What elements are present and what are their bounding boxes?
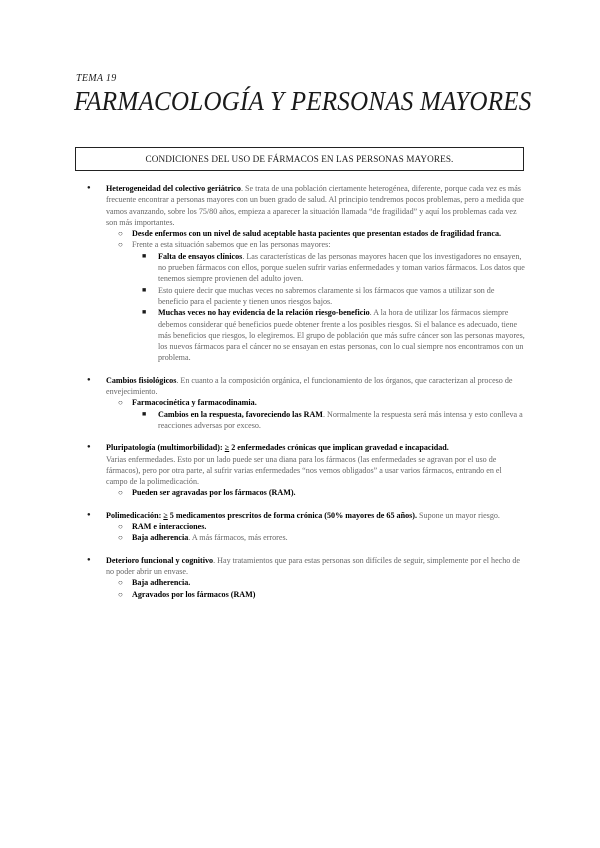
sub-sub-item-text: . Las características de las personas mayores hacen que los investigadores no ensayen, no prueben fármacos con ellos, porque suelen sufrir varias enfermedades y toman varios fármacos. Los datos que tenemos siempre provienen del adulto joven. [158,251,525,284]
sub-item-title: Baja adherencia [132,533,189,543]
sub-item [106,577,525,588]
sub-item [106,239,525,363]
sub-sub-item-title: Muchas veces no hay evidencia de la relación riesgo-beneficio [158,308,370,318]
topic-number: TEMA 19 [76,73,117,84]
sub-sub-item-text: Esto quiere decir que muchas veces no sabremos claramente si los fármacos que vamos a utilizar son de beneficio para el paciente y tienen unos riesgos bajos. [158,285,495,306]
sub-sub-item-title: Falta de ensayos clínicos [158,251,243,261]
document-body [75,183,525,600]
sub-list [106,521,525,544]
list-item-polimedicacion [75,510,525,544]
sub-item [106,228,525,239]
sub-item-text: Farmacocinética y farmacodinamia. [132,398,257,408]
list-item-cambios [75,375,525,431]
sub-sub-item-text: . Normalmente la respuesta será más intensa y esto conlleva a reacciones adversas por exceso. [158,409,523,430]
greater-equal-sign: ≥ [163,510,168,520]
item-title-rest: 2 enfermedades crónicas que implican gravedad e incapacidad. [229,443,449,453]
sub-item-text: Agravados por los fármacos (RAM) [132,589,256,599]
item-title: Polimedicación: [106,510,164,520]
greater-equal-sign: ≥ [224,443,230,453]
page-title: FARMACOLOGÍA Y PERSONAS MAYORES [74,86,532,116]
item-title: Pluripatología (multimorbilidad): [106,443,225,453]
sub-sub-item [132,307,525,363]
sub-item-text: RAM e interacciones. [132,522,207,532]
list-item-heterogeneidad [75,183,525,364]
list-item-deterioro [75,555,525,600]
item-title: Cambios fisiológicos [106,375,177,385]
sub-list [106,397,525,431]
sub-item-text: . A más fármacos, más errores. [188,533,288,543]
item-title-rest: 5 medicamentos prescritos de forma crónica (50% mayores de 65 años). [167,510,417,520]
sub-item [106,532,525,543]
main-list [75,183,525,600]
sub-item [106,487,525,498]
item-title: Heterogeneidad del colectivo geriátrico [106,184,241,193]
item-text: . Hay tratamientos que para estas personas son difíciles de seguir, simplemente por el hecho de no poder abrir un envase. [106,555,521,576]
sub-list [106,577,525,600]
section-title: CONDICIONES DEL USO DE FÁRMACOS EN LAS PERSONAS MAYORES. [145,154,454,164]
sub-sub-item-title: Cambios en la respuesta, favoreciendo las RAM [158,409,323,419]
sub-list [106,487,525,498]
list-item-pluripatologia [75,442,525,498]
sub-item-text: Baja adherencia. [132,578,191,588]
item-paragraph: Varias enfermedades. Esto por un lado puede ser una diana para los fármacos (las enfermedades se agravan por el uso de fármacos), pero por otra parte, al sufrir varias enfermedades “nos vemos obligados” a usar varios fármacos, entrando en el campo de la polimedicación. [106,454,502,487]
sub-item [106,397,525,431]
sub-sub-list [132,409,525,432]
item-text: . En cuanto a la composición orgánica, el funcionamiento de los órganos, que caracterizan al proceso de envejecimiento. [106,375,513,397]
item-text: Supone un mayor riesgo. [417,510,500,520]
sub-sub-item-text: . A la hora de utilizar los fármacos siempre debemos considerar qué beneficios puede obtener frente a los posibles riesgos. Si el balance es adecuado, tiene más beneficios que riesgos, lo elegiremos. El grupo de población que más sufre cáncer son las personas mayores, los nuevos fármacos para el cáncer no se ensayan en estas personas, con lo cual siempre nos encontramos con un problema. [158,308,525,363]
sub-item-text: Frente a esta situación sabemos que en las personas mayores: [132,240,331,250]
sub-sub-list [132,251,525,364]
sub-item-text: Pueden ser agravadas por los fármacos (RAM). [132,488,296,498]
sub-item-text: Desde enfermos con un nivel de salud aceptable hasta pacientes que presentan estados de fragilidad franca. [132,229,502,239]
sub-item [106,589,525,600]
sub-sub-item [132,251,525,285]
item-text: . Se trata de una población ciertamente heterogénea, diferente, porque cada vez es más frecuente encontrar a personas mayores con un buen grado de salud. Al principio tendremos pocos problemas, pero a medida que vamos avanzando, sobre los 75/80 años, empieza a aparecer la situación llamada “de fragilidad” y aquí los problemas cada vez son más importantes. [106,184,524,227]
sub-sub-item [132,285,525,308]
sub-item [106,521,525,532]
sub-list [106,228,525,364]
sub-sub-item [132,409,525,432]
section-title-box [75,147,524,171]
item-title: Deterioro funcional y cognitivo [106,555,214,565]
